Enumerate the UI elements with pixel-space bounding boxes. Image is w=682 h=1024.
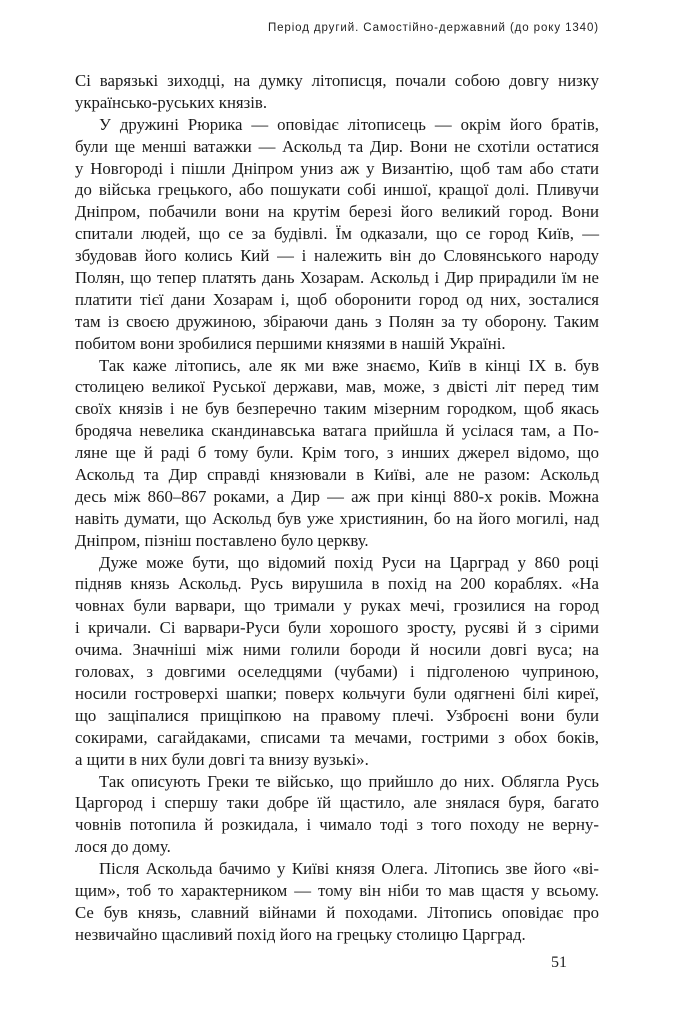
- body-line: ляне ще й раді б тому були. Крім того, з инших джерел відомо, що: [75, 443, 599, 463]
- body-line: Царгород і спершу таки добре їй щастило, але знялася буря, багато: [75, 793, 599, 813]
- body-line: Се був князь, славний війнами й походами. Літопись оповідає про: [75, 902, 599, 922]
- body-line: до війська грецького, або пошукати собі иншої, кращої долі. Пливучи: [75, 180, 599, 200]
- body-line: човнів потопила й розкидала, і чимало тоді з того походу не верну-: [75, 815, 599, 835]
- body-line: Аскольд та Дир справді князювали в Київі, але не разом: Аскольд: [75, 465, 599, 485]
- body-line: У дружині Рюрика — оповідає літописець — окрім його братів,: [99, 114, 599, 134]
- body-line: носили гостроверхі шапки; поверх кольчуги були одягнені білі киреї,: [75, 683, 599, 703]
- body-line: були ще менші ватажки — Аскольд та Дир. Вони не схотіли остатися: [75, 136, 599, 156]
- body-line: у Новгороді і пішли Дніпром униз аж у Византію, щоб там або стати: [75, 158, 599, 178]
- body-line: столицею великої Руської держави, мав, може, з двісті літ перед тим: [75, 377, 599, 397]
- body-line: що защіпалися прищіпкою на правому плечі. Узброєні вони були: [75, 705, 599, 725]
- body-line: спитали людей, що се за будівлі. Їм одказали, що се город Київ, —: [75, 224, 599, 244]
- body-line: Полян, що тепер платять дань Хозарам. Аскольд і Дир прирадили їм не: [75, 268, 599, 288]
- running-head: Період другий. Самостійно-державний (до року 1340): [267, 22, 599, 34]
- body-line: незвичайно щасливий похід його на грецьку столицю Царград.: [75, 924, 526, 944]
- body-line: там із своєю дружиною, збіраючи дань з Полян за ту оборону. Таким: [75, 311, 599, 331]
- body-line: бродяча невелика скандинавська ватага прийшла й усілася там, а По-: [75, 421, 599, 441]
- body-line: своїх князів і не був безперечно таким мізерним городком, щоб якась: [75, 399, 599, 419]
- body-line: збудовав його колись Кий — і належить він до Словянського народу: [75, 246, 599, 266]
- body-line: головах, з довгими оселедцями (чубами) і підголеною чуприною,: [75, 662, 599, 682]
- body-line: Дніпром, побачили вони на крутім березі його великий город. Вони: [75, 202, 599, 222]
- body-line: українсько-руських князів.: [75, 92, 268, 112]
- body-line: і кричали. Сі варвари-Руси були хорошого зросту, русяві й з сірими: [75, 618, 599, 638]
- body-line: платити тієї дани Хозарам і, щоб оборонити город од них, зосталися: [75, 289, 599, 309]
- body-line: Дуже може бути, що відомий похід Руси на Царград у 860 році: [99, 552, 599, 572]
- body-line: Після Аскольда бачимо у Київі князя Олега. Літопись зве його «ві-: [99, 859, 599, 879]
- body-line: підняв князь Аскольд. Русь вирушила в похід на 200 кораблях. «На: [75, 574, 599, 594]
- body-line: навіть думати, що Аскольд був уже християнин, бо на його могилі, над: [75, 508, 599, 528]
- body-line: Сі варязькі зиходці, на думку літописця, почали собою довгу низку: [75, 71, 599, 90]
- body-line: очима. Значніші між ними голили бороди й носили довгі вуса; на: [75, 640, 599, 660]
- page-number: 51: [551, 954, 567, 971]
- body-line: човнах були варвари, що тримали у руках мечі, грозилися на город: [75, 596, 599, 616]
- body-line: сокирами, сагайдаками, списами та мечами, гострими з обох боків,: [75, 727, 599, 747]
- body-line: щим», тоб то характерником — тому він ніби то мав щастя у всьому.: [75, 880, 599, 900]
- body-line: десь між 860–867 роками, а Дир — аж при кінці 880-х років. Можна: [75, 486, 599, 506]
- body-line: Так каже літопись, але як ми вже знаємо, Київ в кінці IX в. був: [99, 355, 599, 375]
- body-line: лося до дому.: [75, 837, 171, 857]
- body-line: побитом вони зробилися першими князями в нашій Україні.: [75, 333, 506, 353]
- body-line: Так описують Греки те військо, що прийшло до них. Обляглa Русь: [99, 771, 599, 791]
- body-line: а щити в них були довгі та внизу вузькі».: [75, 749, 369, 769]
- body-line: Дніпром, пізніш поставлено було церкву.: [75, 530, 369, 550]
- page-body: [75, 70, 599, 946]
